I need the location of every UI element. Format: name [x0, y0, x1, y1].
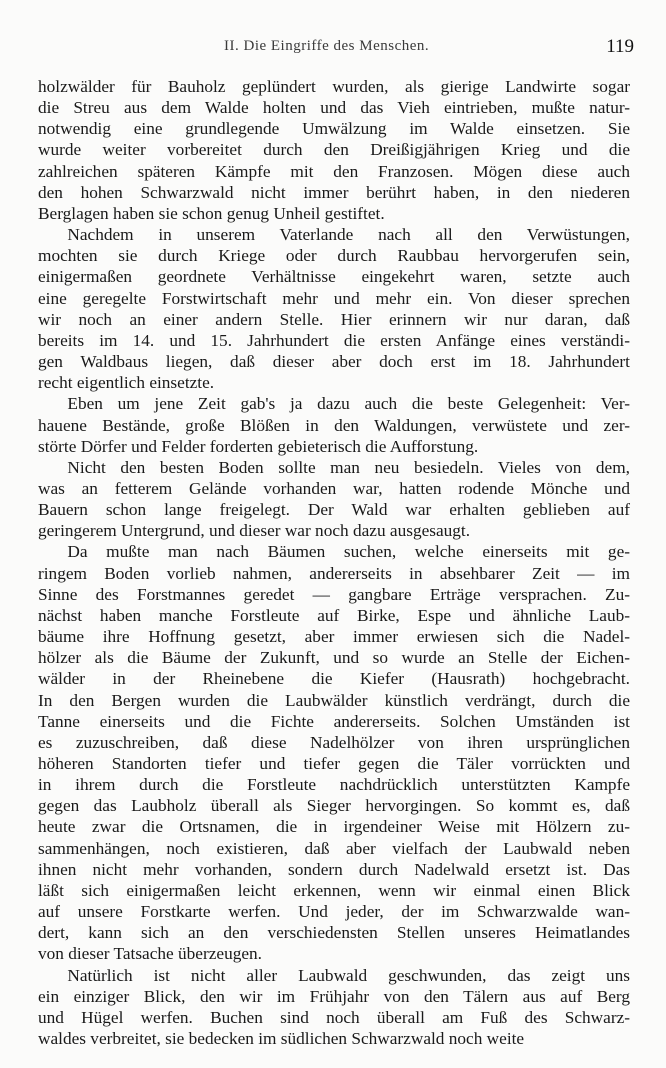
text-line: läßt sich einigermaßen leicht erkennen, wenn wir einmal einen Blick [38, 880, 630, 900]
paragraph [38, 224, 630, 393]
text-line: hauene Bestände, große Blößen in den Waldungen, verwüstete und zer- [38, 415, 630, 435]
text-line: gen Waldbaus liegen, daß dieser aber doch erst im 18. Jahrhundert [38, 352, 630, 372]
text-line: Berglagen haben sie schon genug Unheil gestiftet. [38, 203, 385, 223]
text-line: Natürlich ist nicht aller Laubwald geschwunden, das zeigt uns [67, 965, 630, 985]
text-line: waldes verbreitet, sie bedecken im südlichen Schwarzwald noch weite [38, 1029, 525, 1049]
text-line: geringerem Untergrund, und dieser war noch dazu ausgesaugt. [38, 521, 471, 541]
text-line: Bauern schon lange freigelegt. Der Wald war erhalten geblieben auf [38, 500, 630, 520]
paragraph [38, 393, 630, 456]
page-header [38, 36, 634, 60]
text-line: eine geregelte Forstwirtschaft mehr und mehr ein. Von dieser sprechen [38, 288, 630, 308]
paragraph [38, 76, 630, 224]
text-line: störte Dörfer und Felder forderten gebieterisch die Aufforstung. [38, 436, 479, 456]
text-line: und Hügel werfen. Buchen sind noch überall am Fuß des Schwarz- [38, 1007, 630, 1027]
text-line: höheren Standorten tiefer und tiefer gegen die Täler vorrückten und [38, 754, 630, 773]
text-line: recht eigentlich einsetzte. [38, 373, 215, 393]
text-line: dert, kann sich an den verschiedensten Stellen unseres Heimatlandes [38, 923, 630, 943]
text-line: wälder in der Rheinebene die Kiefer (Hausrath) hochgebracht. [38, 669, 630, 689]
text-line: Nachdem in unserem Vaterlande nach all den Verwüstungen, [67, 225, 630, 245]
text-line: in ihrem durch die Forstleute nachdrücklich unterstützten Kampfe [38, 775, 630, 795]
text-line: wir noch an einer andern Stelle. Hier erinnern wir nur daran, daß [38, 309, 630, 329]
text-line: es zuzuschreiben, daß diese Nadelhölzer von ihren ursprünglichen [38, 732, 630, 752]
text-line: Da mußte man nach Bäumen suchen, welche einerseits mit ge- [67, 542, 630, 562]
text-line: auf unsere Forstkarte werfen. Und jeder, der im Schwarzwalde wan- [38, 902, 630, 922]
text-line: ein einziger Blick, den wir im Frühjahr von den Tälern aus auf Berg [38, 986, 630, 1006]
text-line: gegen das Laubholz überall als Sieger hervorgingen. So kommt es, daß [38, 796, 630, 816]
text-line: nächst haben manche Forstleute auf Birke, Espe und ähnliche Laub- [38, 605, 630, 625]
text-line: Sinne des Forstmannes geredet — gangbare Erträge versprachen. Zu- [38, 584, 630, 604]
text-line: holzwälder für Bauholz geplündert wurden, als gierige Landwirte sogar [38, 77, 630, 96]
paragraph [38, 457, 630, 542]
text-line: In den Bergen wurden die Laubwälder künstlich verdrängt, durch die [38, 690, 630, 710]
text-line: bäume ihre Hoffnung gesetzt, aber immer erwiesen sich die Nadel- [38, 627, 630, 647]
text-line: notwendig eine grundlegende Umwälzung im Walde einsetzen. Sie [38, 119, 630, 139]
text-line: bereits im 14. und 15. Jahrhundert die ersten Anfänge eines verständi- [38, 330, 630, 350]
page-number: 119 [606, 36, 634, 57]
text-line: wurde weiter vorbereitet durch den Dreißigjährigen Krieg und die [38, 140, 630, 160]
text-line: ringem Boden vorlieb nahmen, andererseits in absehbarer Zeit — im [38, 563, 630, 583]
text-line: was an fetterem Gelände vorhanden war, hatten rodende Mönche und [38, 478, 630, 498]
text-line: zahlreichen späteren Kämpfe mit den Franzosen. Mögen diese auch [38, 161, 630, 181]
text-line: hölzer als die Bäume der Zukunft, und so wurde an Stelle der Eichen- [38, 648, 630, 668]
text-line: ihnen nicht mehr vorhanden, sondern durch Nadelwald ersetzt ist. Das [38, 859, 630, 879]
running-head: II. Die Eingriffe des Menschen. [224, 38, 430, 54]
text-line: mochten sie durch Kriege oder durch Raubbau hervorgerufen sein, [38, 246, 630, 266]
paragraph [38, 541, 630, 964]
paragraph [38, 965, 630, 1050]
text-line: heute zwar die Ortsnamen, die in irgendeiner Weise mit Hölzern zu- [38, 817, 630, 837]
text-line: einigermaßen geordnete Verhältnisse eingekehrt waren, setzte auch [38, 267, 630, 287]
text-line: die Streu aus dem Walde holten und das Vieh eintrieben, mußte natur- [38, 98, 630, 118]
text-line: Nicht den besten Boden sollte man neu besiedeln. Vieles von dem, [67, 457, 630, 477]
text-line: Tanne einerseits und die Fichte andererseits. Solchen Umständen ist [38, 711, 630, 731]
body-text [38, 76, 630, 1049]
text-line: Eben um jene Zeit gab's ja dazu auch die beste Gelegenheit: Ver- [67, 394, 630, 414]
text-line: den hohen Schwarzwald nicht immer berührt haben, in den niederen [38, 182, 630, 202]
text-line: von dieser Tatsache überzeugen. [38, 944, 262, 964]
text-line: sammenhängen, noch existieren, daß aber vielfach der Laubwald neben [38, 838, 630, 858]
